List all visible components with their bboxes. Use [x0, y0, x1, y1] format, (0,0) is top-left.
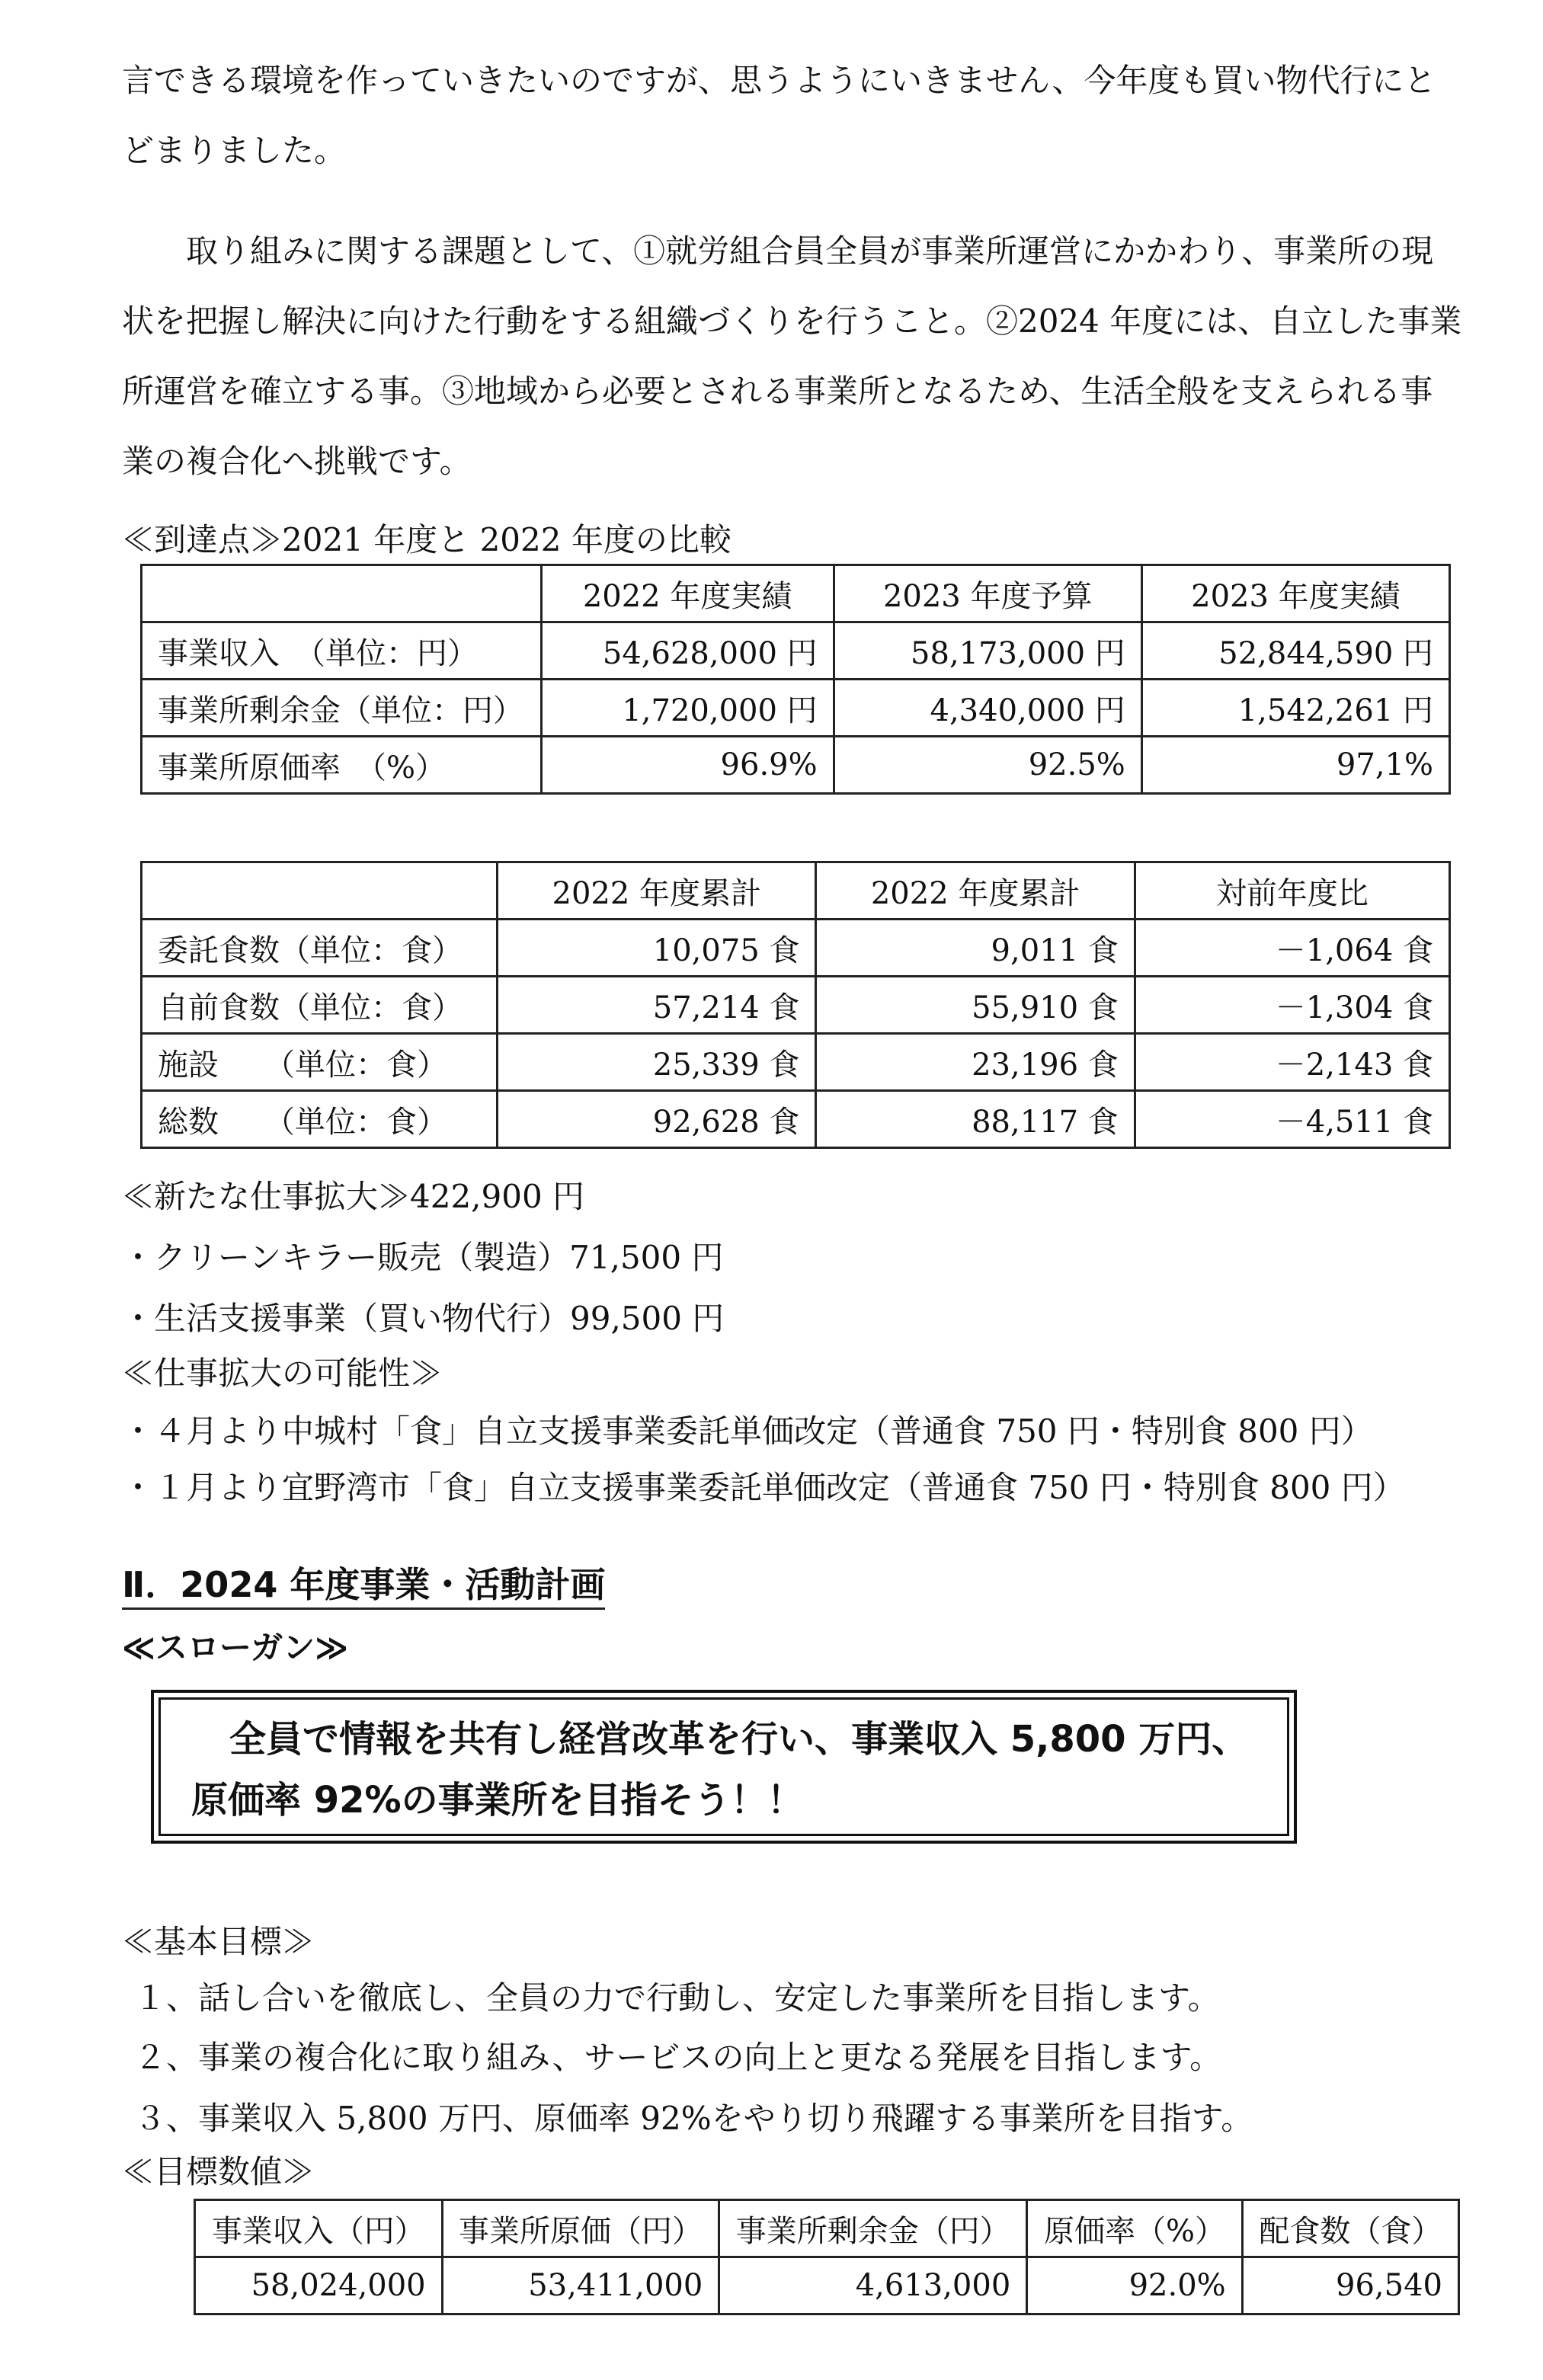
- table-cell: 4,613,000: [719, 2257, 1027, 2314]
- table-cell: 57,214 食: [498, 977, 816, 1034]
- table-cell: 25,339 食: [498, 1034, 816, 1091]
- row-label: 自前食数（単位：食）: [142, 977, 498, 1034]
- table-cell: 58,024,000: [195, 2257, 443, 2314]
- expansion-item: ・クリーンキラー販売（製造）71,500 円: [122, 1239, 724, 1276]
- header-cell: 2023 年度予算: [834, 565, 1141, 622]
- meals-table: [140, 861, 1451, 1149]
- expansion-title: ≪新たな仕事拡大≫422,900 円: [122, 1178, 585, 1215]
- header-cell: 2022 年度累計: [816, 862, 1135, 920]
- table-row: [195, 2257, 1459, 2314]
- table-header-row: [142, 565, 1450, 622]
- section-heading: Ⅱ．2024 年度事業・活動計画: [122, 1562, 605, 1610]
- row-label: 事業所剰余金（単位：円）: [142, 680, 542, 737]
- row-label: 事業所原価率 （%）: [142, 737, 542, 794]
- goal-item: ２、事業の複合化に取り組み、サービスの向上と更なる発展を目指します。: [134, 2039, 1222, 2076]
- intro-paragraph: 言できる環境を作っていきたいのですが、思うようにいきません、今年度も買い物代行にとどまりました。: [122, 62, 1436, 169]
- table-cell: 52,844,590 円: [1141, 622, 1449, 680]
- header-cell: 事業所原価（円）: [442, 2200, 719, 2257]
- table-cell: 88,117 食: [816, 1091, 1135, 1148]
- table-cell: 92,628 食: [498, 1091, 816, 1148]
- table-row: [142, 1091, 1450, 1148]
- targets-title: ≪目標数値≫: [122, 2153, 315, 2190]
- table-cell: －1,064 食: [1135, 920, 1449, 977]
- row-label: 総数 （単位：食）: [142, 1091, 498, 1148]
- table-cell: 55,910 食: [816, 977, 1135, 1034]
- possibility-item: ・１月より宜野湾市「食」自立支援事業委託単価改定（普通食 750 円・特別食 800 円）: [122, 1469, 1405, 1506]
- table-cell: 96,540: [1242, 2257, 1458, 2314]
- table-cell: 96.9%: [541, 737, 834, 794]
- header-cell: 2022 年度累計: [498, 862, 816, 920]
- table-row: [142, 1034, 1450, 1091]
- header-cell: 2022 年度実績: [541, 565, 834, 622]
- table-cell: 10,075 食: [498, 920, 816, 977]
- goal-item: １、話し合いを徹底し、全員の力で行動し、安定した事業所を目指します。: [134, 1979, 1220, 2017]
- table-row: [142, 920, 1450, 977]
- table-header-row: [142, 862, 1450, 920]
- row-label: 施設 （単位：食）: [142, 1034, 498, 1091]
- table-row: [142, 622, 1450, 680]
- table-cell: 92.5%: [834, 737, 1141, 794]
- slogan-content: 全員で情報を共有し経営改革を行い、事業収入 5,800 万円、原価率 92%の事業所を目指そう！！: [191, 1718, 1249, 1822]
- table-cell: 53,411,000: [442, 2257, 719, 2314]
- issues-paragraph: [122, 216, 1463, 497]
- header-cell: 配食数（食）: [1242, 2200, 1458, 2257]
- table-cell: 4,340,000 円: [834, 680, 1141, 737]
- table-cell: 92.0%: [1027, 2257, 1242, 2314]
- table-cell: 9,011 食: [816, 920, 1135, 977]
- table-cell: －2,143 食: [1135, 1034, 1449, 1091]
- goal-item: ３、事業収入 5,800 万円、原価率 92%をやり切り飛躍する事業所を目指す。: [134, 2100, 1253, 2137]
- expansion-item: ・生活支援事業（買い物代行）99,500 円: [122, 1300, 725, 1337]
- goals-title: ≪基本目標≫: [122, 1923, 315, 1960]
- table-cell: 97,1%: [1141, 737, 1449, 794]
- table-cell: －1,304 食: [1135, 977, 1449, 1034]
- header-cell: 事業収入（円）: [195, 2200, 443, 2257]
- table-row: [142, 680, 1450, 737]
- table-cell: 23,196 食: [816, 1034, 1135, 1091]
- table-row: [142, 737, 1450, 794]
- row-label: 委託食数（単位：食）: [142, 920, 498, 977]
- results-table: [140, 564, 1451, 795]
- slogan-box: [151, 1690, 1297, 1844]
- achievement-title: ≪到達点≫2021 年度と 2022 年度の比較: [122, 521, 731, 558]
- header-cell: [142, 565, 542, 622]
- possibility-item: ・４月より中城村「食」自立支援事業委託単価改定（普通食 750 円・特別食 800 円）: [122, 1412, 1373, 1450]
- table-header-row: [195, 2200, 1459, 2257]
- table-cell: 1,542,261 円: [1141, 680, 1449, 737]
- header-cell: 事業所剰余金（円）: [719, 2200, 1027, 2257]
- targets-table: [194, 2199, 1460, 2315]
- table-row: [142, 977, 1450, 1034]
- slogan-text: [158, 1697, 1289, 1836]
- table-cell: 1,720,000 円: [541, 680, 834, 737]
- row-label: 事業収入 （単位：円）: [142, 622, 542, 680]
- header-cell: 対前年度比: [1135, 862, 1449, 920]
- table-cell: 54,628,000 円: [541, 622, 834, 680]
- header-cell: 原価率（%）: [1027, 2200, 1242, 2257]
- issues-text: 取り組みに関する課題として、①就労組合員全員が事業所運営にかかわり、事業所の現状を把握し解決に向けた行動をする組織づくりを行うこと。②2024 年度には、自立した事業所運営を確立する事。③地域から必要とされる事業所となるため、生活全般を支えられる事業の複合化へ挑戦です。: [122, 232, 1462, 480]
- slogan-label: ≪スローガン≫: [122, 1629, 349, 1666]
- header-cell: [142, 862, 498, 920]
- table-cell: 58,173,000 円: [834, 622, 1141, 680]
- table-cell: －4,511 食: [1135, 1091, 1449, 1148]
- possibility-title: ≪仕事拡大の可能性≫: [122, 1355, 443, 1392]
- header-cell: 2023 年度実績: [1141, 565, 1449, 622]
